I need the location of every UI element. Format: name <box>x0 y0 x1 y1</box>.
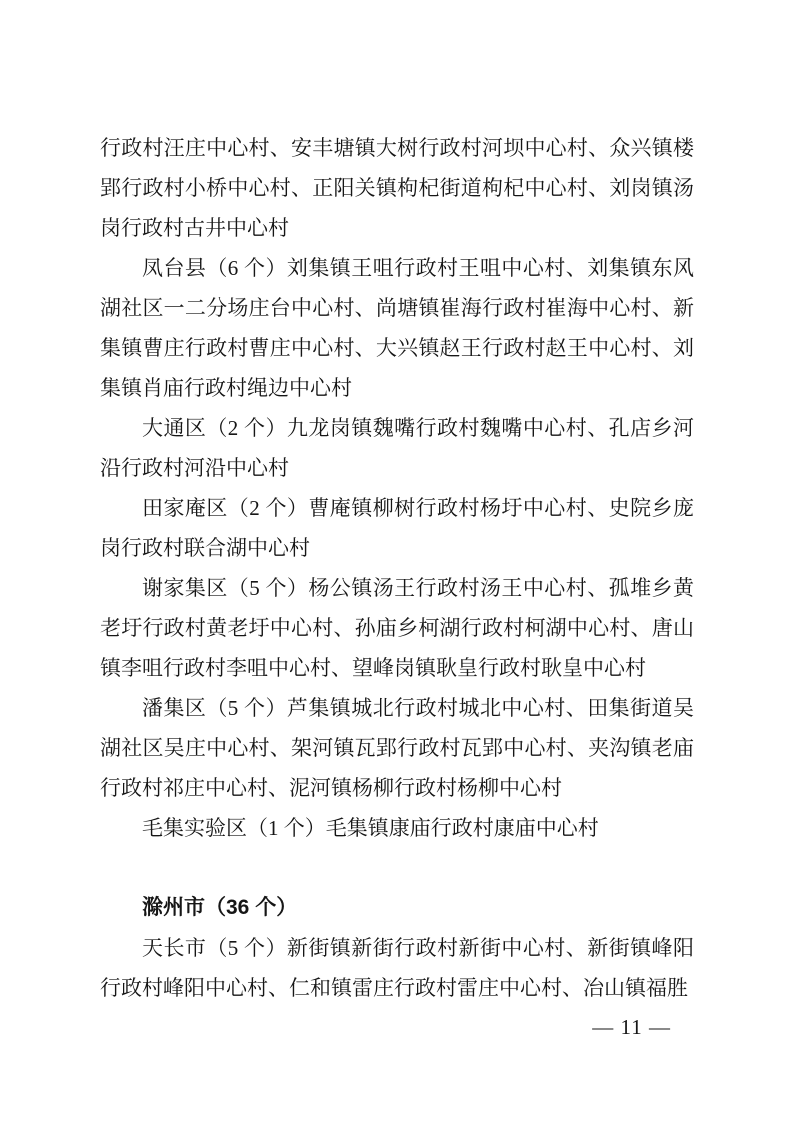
section-heading: 滁州市（36 个） <box>142 896 298 919</box>
document-body <box>100 128 694 1008</box>
paragraph: 毛集实验区（1 个）毛集镇康庙行政村康庙中心村 <box>142 816 599 840</box>
paragraph: 大通区（2 个）九龙岗镇魏嘴行政村魏嘴中心村、孔店乡河沿行政村河沿中心村 <box>100 416 694 480</box>
page-number: — 11 — <box>592 1015 671 1039</box>
paragraph: 天长市（5 个）新街镇新街行政村新街中心村、新街镇峰阳行政村峰阳中心村、仁和镇雷庄行政村雷庄中心村、冶山镇福胜 <box>100 936 694 1000</box>
paragraph: 谢家集区（5 个）杨公镇汤王行政村汤王中心村、孤堆乡黄老圩行政村黄老圩中心村、孙庙乡柯湖行政村柯湖中心村、唐山镇李咀行政村李咀中心村、望峰岗镇耿皇行政村耿皇中心村 <box>100 576 694 680</box>
paragraph: 行政村汪庄中心村、安丰塘镇大树行政村河坝中心村、众兴镇楼郢行政村小桥中心村、正阳关镇枸杞街道枸杞中心村、刘岗镇汤岗行政村古井中心村 <box>100 136 694 240</box>
paragraph: 田家庵区（2 个）曹庵镇柳树行政村杨圩中心村、史院乡庞岗行政村联合湖中心村 <box>100 496 694 560</box>
paragraph: 潘集区（5 个）芦集镇城北行政村城北中心村、田集街道吴湖社区吴庄中心村、架河镇瓦郢行政村瓦郢中心村、夹沟镇老庙行政村祁庄中心村、泥河镇杨柳行政村杨柳中心村 <box>100 696 694 800</box>
paragraph: 凤台县（6 个）刘集镇王咀行政村王咀中心村、刘集镇东风湖社区一二分场庄台中心村、尚塘镇崔海行政村崔海中心村、新集镇曹庄行政村曹庄中心村、大兴镇赵王行政村赵王中心村、刘集镇肖庙行政村绳边中心村 <box>100 256 694 400</box>
